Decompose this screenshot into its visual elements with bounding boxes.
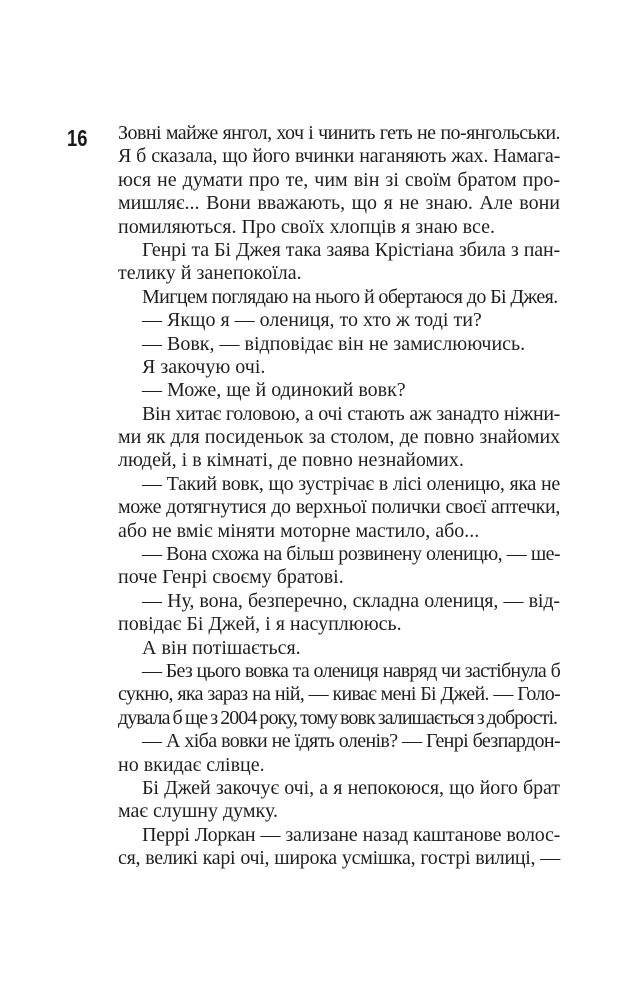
text-line: — А хіба вовки не їдять оленів? — Генрі безпардон- (142, 730, 560, 753)
text-line: Я закочую очі. (142, 355, 266, 378)
text-line: Він хитає головою, а очі стають аж занадто ніжни- (142, 402, 560, 425)
text-line: А він потішається. (142, 636, 301, 659)
text-line: дувала б ще з 2004 року, тому вовк залишається з добрості. (118, 706, 558, 729)
text-line: може дотягнутися до верхньої полички своєї аптечки, (118, 496, 560, 519)
text-line: має слушну думку. (118, 800, 278, 823)
text-line: мишляє... Вони вважають, що я не знаю. Але вони (118, 192, 560, 215)
text-line: Мигцем поглядаю на нього й обертаюся до Бі Джея. (142, 285, 558, 308)
text-line: людей, і в кімнаті, де повно незнайомих. (118, 449, 464, 472)
text-line: Перрі Лоркан — зализане назад каштанове волос- (142, 823, 560, 846)
text-line: ми як для посиденьок за столом, де повно знайомих (118, 426, 560, 449)
text-line: повідає Бі Джей, і я насуплююсь. (118, 613, 402, 636)
text-line: сукню, яка зараз на ній, — киває мені Бі Джей. — Голо- (118, 683, 560, 706)
text-line: — Може, ще й одинокий вовк? (142, 379, 406, 402)
text-line: — Вона схожа на більш розвинену оленицю, — ше- (142, 543, 560, 566)
text-line: Бі Джей закочує очі, а я непокоюся, що його брат (142, 776, 560, 799)
text-line: телику й занепокоїла. (118, 262, 302, 285)
text-line: — Такий вовк, що зустрічає в лісі оленицю, яка не (142, 472, 560, 495)
text-line: помиляються. Про своїх хлопців я знаю все. (118, 215, 495, 238)
text-line: — Вовк, — відповідає він не замислюючись. (142, 332, 526, 355)
text-line: поче Генрі своєму братові. (118, 566, 344, 589)
text-line: — Ну, вона, безперечно, складна олениця, — від- (142, 589, 560, 612)
text-line: Генрі та Бі Джея така заява Крістіана збила з пан- (142, 238, 560, 261)
body-text (118, 122, 560, 871)
text-line: но вкидає слівце. (118, 753, 265, 776)
text-line: — Без цього вовка та олениця навряд чи застібнула б (142, 659, 560, 682)
text-line: Я б сказала, що його вчинки наганяють жах. Намага- (118, 145, 560, 168)
text-line: — Якщо я — олениця, то хто ж тоді ти? (142, 309, 482, 332)
text-line: Зовні майже янгол, хоч і чинить геть не по-янгольськи. (118, 122, 560, 144)
text-line: юся не думати про те, чим він зі своїм братом про- (118, 168, 560, 191)
page-number: 16 (67, 125, 88, 151)
text-line: або не вміє міняти моторне мастило, або... (118, 519, 480, 542)
text-line: ся, великі карі очі, широка усмішка, гострі вилиці, — (118, 847, 560, 870)
